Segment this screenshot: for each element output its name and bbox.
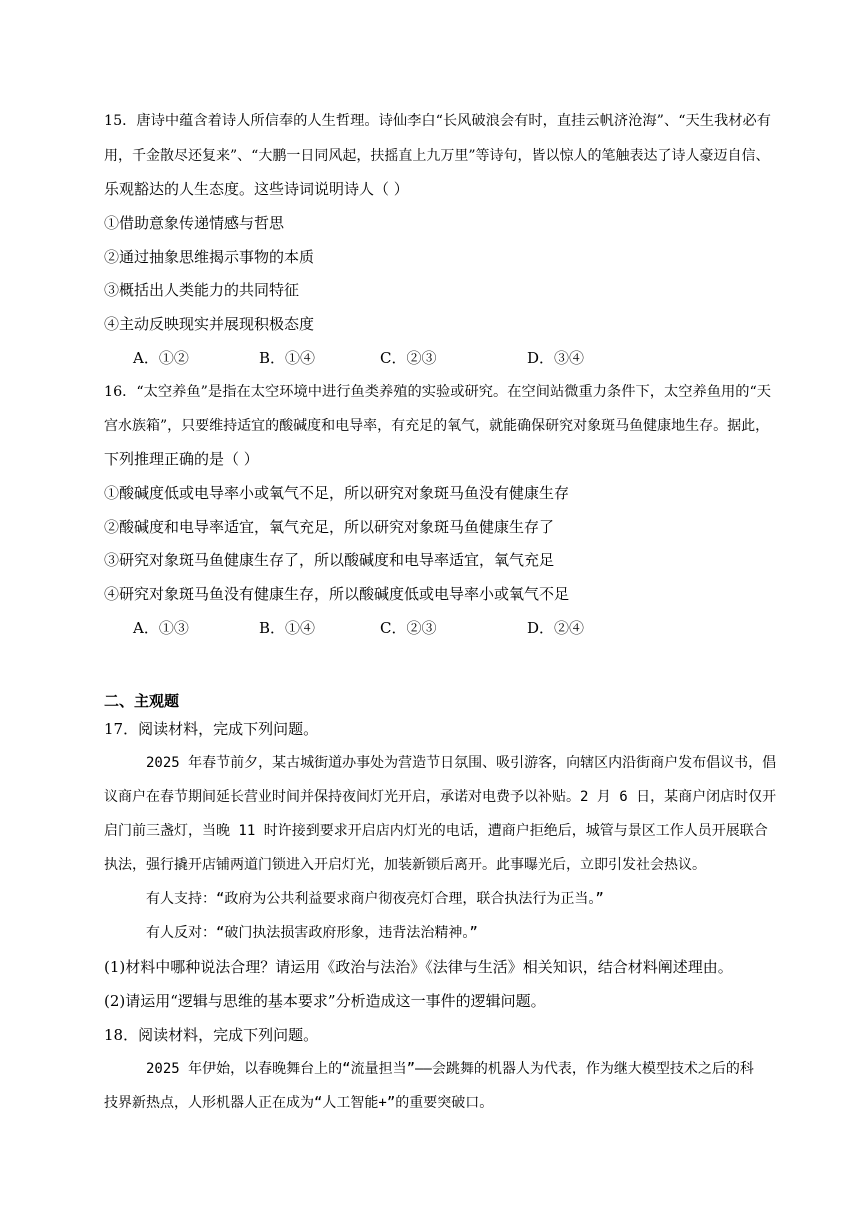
q16-item-2: ②酸碱度和电导率适宜，氧气充足，所以研究对象斑马鱼健康生存了 xyxy=(104,518,555,536)
q16-stem-line-2: 宫水族箱”，只要维持适宜的酸碱度和电导率，有充足的氧气，就能确保研究对象斑马鱼健康地生存。据此， xyxy=(104,418,770,434)
q16-option-b[interactable]: B．①④ xyxy=(259,619,316,637)
q15-stem-line-2: 用，千金散尽还复来”、“大鹏一日同风起，扶摇直上九万里”等诗句，皆以惊人的笔触表达了诗人豪迈自信、 xyxy=(104,148,770,164)
q15-stem-line-1: 15．唐诗中蕴含着诗人所信奉的人生哲理。诗仙李白“长风破浪会有时，直挂云帆济沧海”、“天生我材必有 xyxy=(104,113,771,129)
q15-option-c[interactable]: C．②③ xyxy=(380,349,437,367)
q17-support-view: 有人支持：“政府为公共利益要求商户彻夜亮灯合理，联合执法行为正当。” xyxy=(146,891,604,907)
q16-item-1: ①酸碱度低或电导率小或氧气不足，所以研究对象斑马鱼没有健康生存 xyxy=(104,484,570,502)
q15-stem-line-3: 乐观豁达的人生态度。这些诗词说明诗人（ ） xyxy=(104,180,409,198)
q17-material-line-4: 执法，强行撬开店铺两道门锁进入开启灯光，加装新锁后离开。此事曝光后，立即引发社会热议。 xyxy=(104,857,706,873)
q15-item-4: ④主动反映现实并展现积极态度 xyxy=(104,315,315,333)
q15-option-d[interactable]: D．③④ xyxy=(527,349,585,367)
q18-stem: 18．阅读材料，完成下列问题。 xyxy=(104,1026,319,1044)
q17-stem: 17．阅读材料，完成下列问题。 xyxy=(104,720,319,738)
q16-stem-line-3: 下列推理正确的是（ ） xyxy=(104,450,259,468)
q16-option-a[interactable]: A．①③ xyxy=(133,619,189,637)
q16-option-d[interactable]: D．②④ xyxy=(527,619,585,637)
q15-item-3: ③概括出人类能力的共同特征 xyxy=(104,281,300,299)
q15-item-1: ①借助意象传递情感与哲思 xyxy=(104,214,285,232)
q15-option-b[interactable]: B．①④ xyxy=(259,349,316,367)
q15-item-2: ②通过抽象思维揭示事物的本质 xyxy=(104,248,315,266)
q17-oppose-view: 有人反对：“破门执法损害政府形象，违背法治精神。” xyxy=(146,925,478,941)
q17-material-line-1: 2025 年春节前夕，某古城街道办事处为营造节日氛围、吸引游客，向辖区内沿街商户发布倡议书，倡 xyxy=(146,755,777,771)
q16-option-c[interactable]: C．②③ xyxy=(380,619,437,637)
q17-sub-question-2: (2)请运用“逻辑与思维的基本要求”分析造成这一事件的逻辑问题。 xyxy=(104,992,546,1010)
q17-sub-question-1: (1)材料中哪种说法合理？请运用《政治与法治》《法律与生活》相关知识，结合材料阐述理由。 xyxy=(104,958,733,976)
q18-material-line-2: 技界新热点，人形机器人正在成为“人工智能+”的重要突破口。 xyxy=(104,1095,494,1111)
q16-item-3: ③研究对象斑马鱼健康生存了，所以酸碱度和电导率适宜，氧气充足 xyxy=(104,551,555,569)
q16-stem-line-1: 16．“太空养鱼”是指在太空环境中进行鱼类养殖的实验或研究。在空间站微重力条件下，太空养鱼用的“天 xyxy=(104,384,771,400)
q18-material-line-1: 2025 年伊始，以春晚舞台上的“流量担当”——会跳舞的机器人为代表，作为继大模型技术之后的科 xyxy=(146,1061,754,1077)
q16-item-4: ④研究对象斑马鱼没有健康生存，所以酸碱度低或电导率小或氧气不足 xyxy=(104,585,570,603)
section-title: 二、主观题 xyxy=(104,692,180,710)
q15-option-a[interactable]: A．①② xyxy=(133,349,189,367)
q17-material-line-2: 议商户在春节期间延长营业时间并保持夜间灯光开启，承诺对电费予以补贴。2 月 6 日，某商户闭店时仅开 xyxy=(104,789,777,805)
q17-material-line-3: 启门前三盏灯，当晚 11 时许接到要求开启店内灯光的电话，遭商户拒绝后，城管与景区工作人员开展联合 xyxy=(104,823,768,839)
